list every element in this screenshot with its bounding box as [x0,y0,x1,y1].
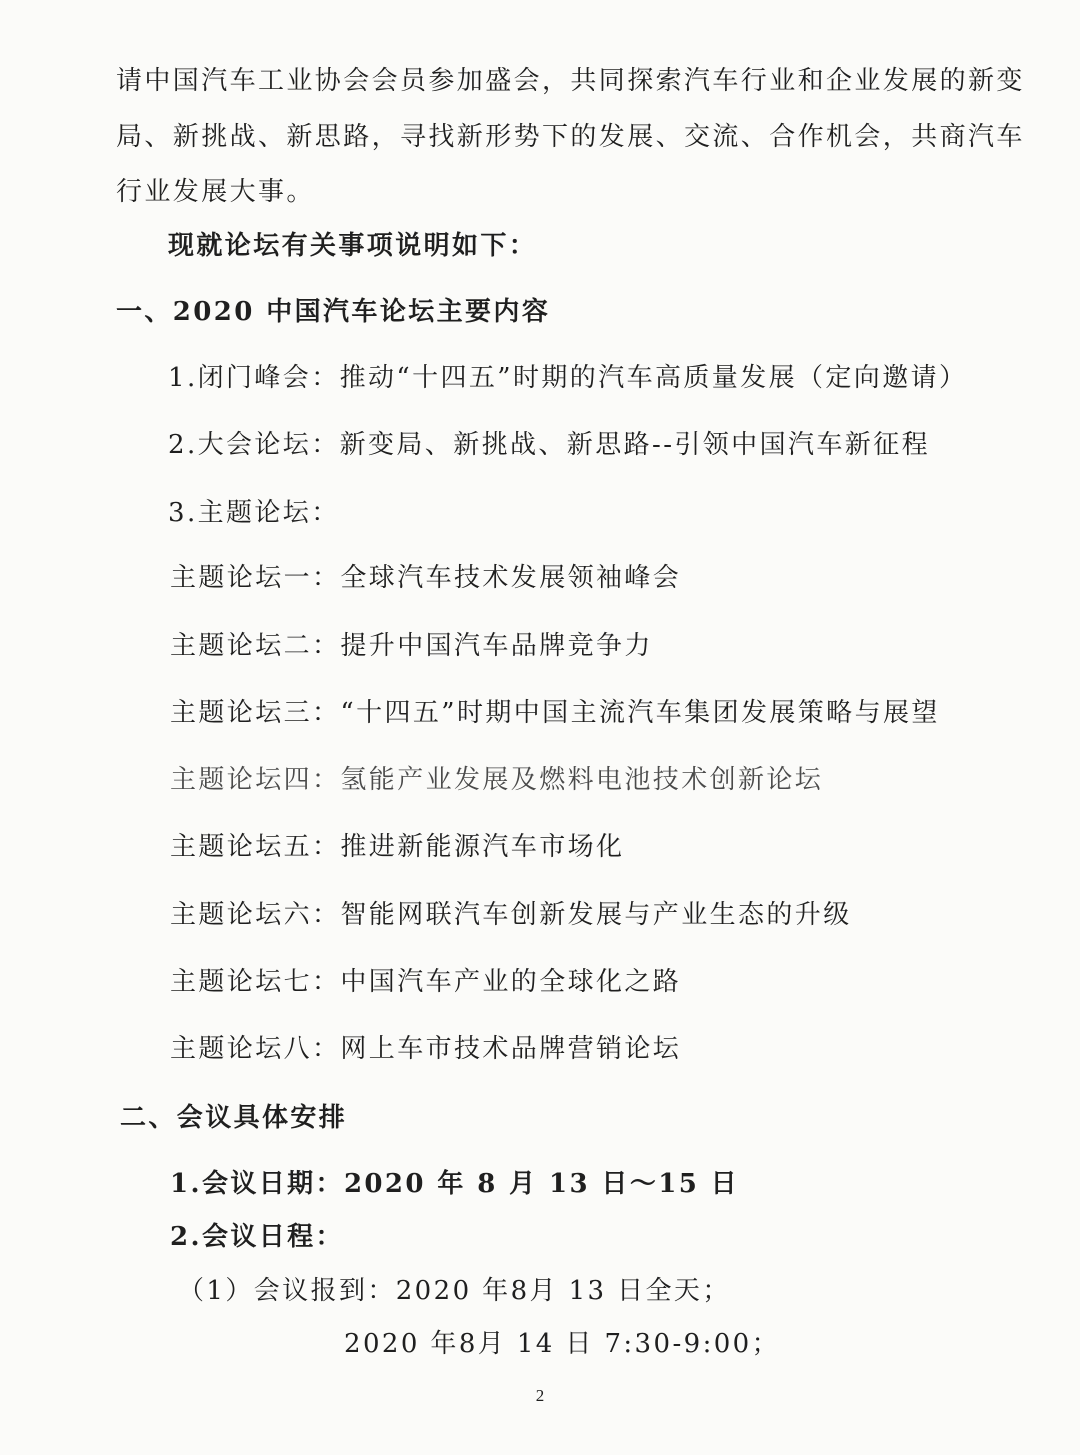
section1-item: 1.闭门峰会：推动“十四五”时期的汽车高质量发展（定向邀请） [168,363,968,393]
section1-heading: 一、2020 中国汽车论坛主要内容 [116,297,551,327]
intro-lead: 现就论坛有关事项说明如下： [168,231,538,261]
page-number: 2 [535,1386,545,1405]
section1-item: 3.主题论坛： [168,498,340,528]
registration-line-2: 2020 年8月 14 日 7:30-9:00； [344,1329,781,1359]
registration-line: （1）会议报到：2020 年8月 13 日全天； [178,1276,731,1306]
intro-line-1: 请中国汽车工业协会会员参加盛会，共同探索汽车行业和企业发展的新变 [116,66,1025,96]
section2-heading: 二、会议具体安排 [120,1103,348,1133]
schedule-label: 2.会议日程： [170,1222,344,1252]
intro-line-3: 行业发展大事。 [116,177,315,207]
meeting-date: 1.会议日期：2020 年 8 月 13 日～15 日 [170,1169,740,1199]
theme-forum-item: 主题论坛六：智能网联汽车创新发展与产业生态的升级 [170,900,852,930]
theme-forum-item: 主题论坛四：氢能产业发展及燃料电池技术创新论坛 [170,765,824,795]
theme-forum-item: 主题论坛七：中国汽车产业的全球化之路 [170,967,682,997]
theme-forum-item: 主题论坛一：全球汽车技术发展领袖峰会 [170,563,682,593]
section1-item: 2.大会论坛：新变局、新挑战、新思路--引领中国汽车新征程 [168,430,930,460]
theme-forum-item: 主题论坛三：“十四五”时期中国主流汽车集团发展策略与展望 [170,698,940,728]
theme-forum-item: 主题论坛五：推进新能源汽车市场化 [170,832,625,862]
intro-line-2: 局、新挑战、新思路，寻找新形势下的发展、交流、合作机会，共商汽车 [116,122,1025,152]
theme-forum-item: 主题论坛八：网上车市技术品牌营销论坛 [170,1034,682,1064]
theme-forum-item: 主题论坛二：提升中国汽车品牌竞争力 [170,631,653,661]
